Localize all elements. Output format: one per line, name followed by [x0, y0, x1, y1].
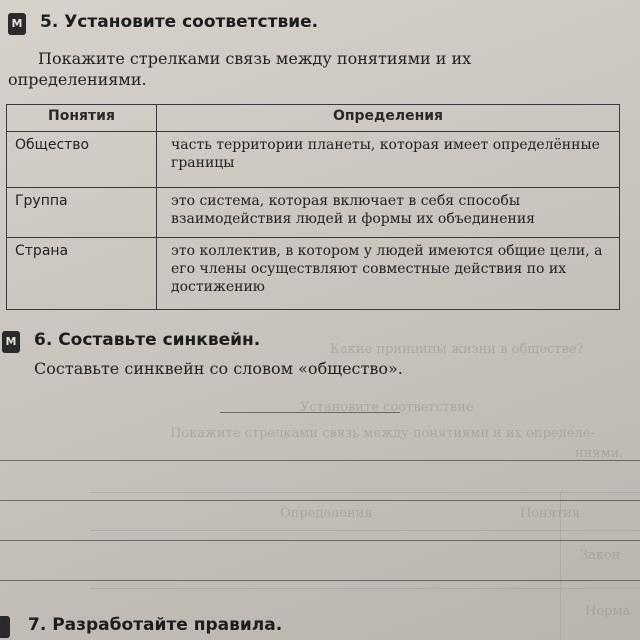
table-row — [7, 132, 620, 188]
header-concepts: Понятия — [7, 105, 157, 132]
task-7-icon — [0, 616, 10, 638]
task-6-title: 6. Составьте синквейн. — [34, 330, 261, 350]
ghost-rule — [90, 530, 640, 531]
task-5-title: 5. Установите соответствие. — [40, 12, 319, 32]
answer-line[interactable] — [220, 412, 400, 413]
table-row — [7, 188, 620, 238]
task-6-icon: М — [2, 331, 20, 353]
answer-line[interactable] — [0, 540, 640, 541]
ghost-rule — [560, 492, 561, 640]
ghost-rule — [90, 588, 640, 589]
ghost-text: Какие принципы жизни в обществе? — [330, 342, 584, 357]
ghost-text: Установите соответствие — [300, 400, 474, 415]
concept-cell[interactable]: Страна — [7, 238, 157, 310]
ghost-text: Норма — [585, 604, 631, 619]
table-header-row — [7, 105, 620, 132]
ghost-text: Определения — [280, 506, 373, 521]
table-row — [7, 238, 620, 310]
task-5-icon: М — [8, 13, 26, 35]
answer-line[interactable] — [0, 500, 640, 501]
ghost-text: Покажите стрелками связь между понятиями и их определе- — [170, 426, 595, 441]
answer-line[interactable] — [0, 460, 640, 461]
ghost-text: Понятия — [520, 506, 581, 521]
ghost-rule — [90, 492, 640, 493]
header-definitions: Определения — [157, 105, 620, 132]
task-5-instruction: Покажите стрелками связь между понятиями и их определениями. — [8, 49, 472, 89]
ghost-text: Закон — [580, 548, 621, 563]
definition-cell[interactable]: часть территории планеты, которая имеет определённые границы — [157, 132, 620, 188]
ghost-text: ниями. — [575, 446, 624, 461]
definition-cell[interactable]: это коллектив, в котором у людей имеются общие цели, а его члены осуществляют совместные действия по их достижению — [157, 238, 620, 310]
definition-cell[interactable]: это система, которая включает в себя способы взаимодействия людей и формы их объединения — [157, 188, 620, 238]
answer-line[interactable] — [0, 580, 640, 581]
concept-cell[interactable]: Общество — [7, 132, 157, 188]
matching-table — [6, 104, 620, 310]
task-6-instruction: Составьте синквейн со словом «общество». — [34, 359, 403, 378]
concept-cell[interactable]: Группа — [7, 188, 157, 238]
task-7-title: 7. Разработайте правила. — [28, 615, 283, 635]
